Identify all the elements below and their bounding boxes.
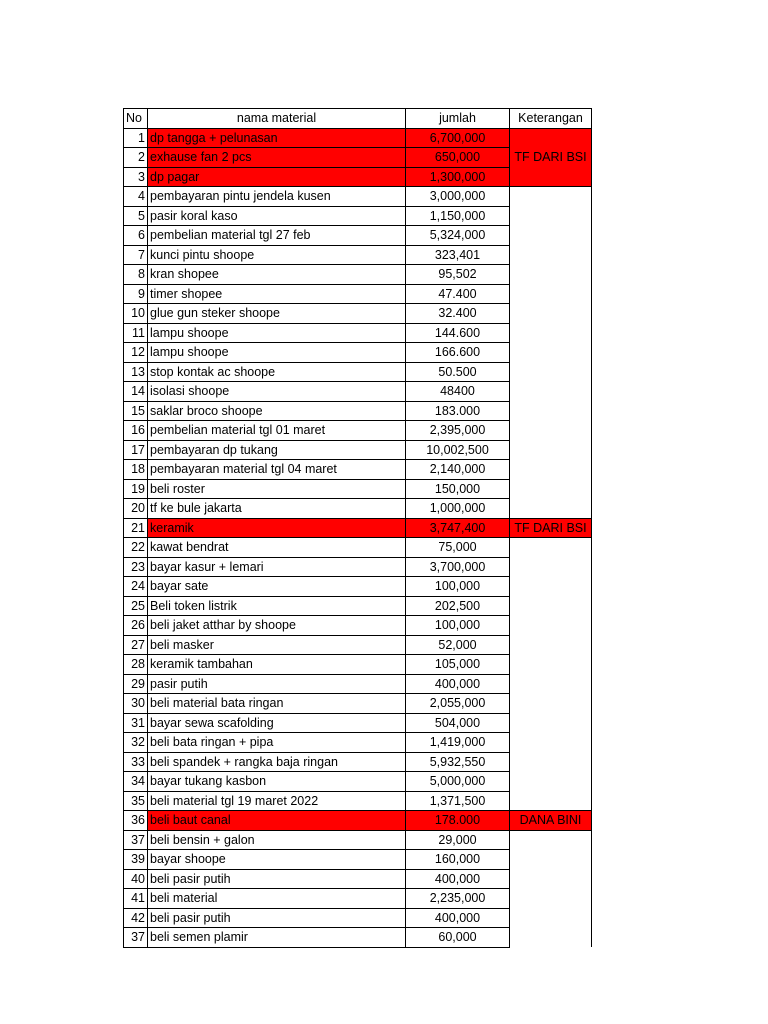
cell-material-name[interactable]: beli pasir putih <box>148 869 406 889</box>
cell-amount[interactable]: 1,300,000 <box>406 167 510 187</box>
cell-no[interactable]: 40 <box>124 869 148 889</box>
cell-material-name[interactable]: isolasi shoope <box>148 382 406 402</box>
cell-no[interactable]: 41 <box>124 889 148 909</box>
cell-material-name[interactable]: beli material bata ringan <box>148 694 406 714</box>
header-amount[interactable]: jumlah <box>406 109 510 129</box>
cell-no[interactable]: 4 <box>124 187 148 207</box>
cell-no[interactable]: 10 <box>124 304 148 324</box>
cell-note-empty[interactable] <box>510 830 592 947</box>
cell-amount[interactable]: 1,150,000 <box>406 206 510 226</box>
cell-amount[interactable]: 52,000 <box>406 635 510 655</box>
cell-material-name[interactable]: saklar broco shoope <box>148 401 406 421</box>
cell-amount[interactable]: 400,000 <box>406 869 510 889</box>
cell-amount[interactable]: 5,000,000 <box>406 772 510 792</box>
cell-material-name[interactable]: dp pagar <box>148 167 406 187</box>
cell-amount[interactable]: 75,000 <box>406 538 510 558</box>
cell-amount[interactable]: 5,324,000 <box>406 226 510 246</box>
cell-no[interactable]: 21 <box>124 518 148 538</box>
cell-material-name[interactable]: beli material <box>148 889 406 909</box>
cell-material-name[interactable]: pembayaran pintu jendela kusen <box>148 187 406 207</box>
cell-amount[interactable]: 32.400 <box>406 304 510 324</box>
cell-material-name[interactable]: pembelian material tgl 27 feb <box>148 226 406 246</box>
cell-no[interactable]: 42 <box>124 908 148 928</box>
cell-amount[interactable]: 2,055,000 <box>406 694 510 714</box>
cell-no[interactable]: 37 <box>124 830 148 850</box>
cell-no[interactable]: 30 <box>124 694 148 714</box>
cell-material-name[interactable]: bayar sate <box>148 577 406 597</box>
cell-amount[interactable]: 48400 <box>406 382 510 402</box>
cell-note-empty[interactable] <box>510 187 592 519</box>
cell-material-name[interactable]: tf ke bule jakarta <box>148 499 406 519</box>
cell-material-name[interactable]: keramik <box>148 518 406 538</box>
cell-no[interactable]: 26 <box>124 616 148 636</box>
table-row <box>124 538 592 558</box>
cell-note[interactable]: TF DARI BSI <box>510 518 592 538</box>
cell-amount[interactable]: 166.600 <box>406 343 510 363</box>
cell-amount[interactable]: 2,395,000 <box>406 421 510 441</box>
cell-no[interactable]: 6 <box>124 226 148 246</box>
cell-note[interactable]: DANA BINI <box>510 811 592 831</box>
cell-material-name[interactable]: bayar shoope <box>148 850 406 870</box>
header-name[interactable]: nama material <box>148 109 406 129</box>
cell-no[interactable]: 5 <box>124 206 148 226</box>
cell-amount[interactable]: 47.400 <box>406 284 510 304</box>
cell-no[interactable]: 33 <box>124 752 148 772</box>
cell-no[interactable]: 27 <box>124 635 148 655</box>
cell-material-name[interactable]: bayar kasur + lemari <box>148 557 406 577</box>
cell-material-name[interactable]: bayar tukang kasbon <box>148 772 406 792</box>
cell-material-name[interactable]: beli bensin + galon <box>148 830 406 850</box>
cell-material-name[interactable]: lampu shoope <box>148 323 406 343</box>
table-row <box>124 518 592 538</box>
cell-material-name[interactable]: beli baut canal <box>148 811 406 831</box>
cell-no[interactable]: 28 <box>124 655 148 675</box>
cell-no[interactable]: 19 <box>124 479 148 499</box>
cell-material-name[interactable]: beli jaket atthar by shoope <box>148 616 406 636</box>
cell-amount[interactable]: 183.000 <box>406 401 510 421</box>
cell-material-name[interactable]: beli material tgl 19 maret 2022 <box>148 791 406 811</box>
cell-amount[interactable]: 10,002,500 <box>406 440 510 460</box>
cell-amount[interactable]: 3,000,000 <box>406 187 510 207</box>
cell-amount[interactable]: 1,000,000 <box>406 499 510 519</box>
cell-amount[interactable]: 1,371,500 <box>406 791 510 811</box>
cell-amount[interactable]: 29,000 <box>406 830 510 850</box>
cell-no[interactable]: 31 <box>124 713 148 733</box>
cell-no[interactable]: 22 <box>124 538 148 558</box>
cell-amount[interactable]: 323,401 <box>406 245 510 265</box>
cell-material-name[interactable]: beli semen plamir <box>148 928 406 948</box>
cell-amount[interactable]: 6,700,000 <box>406 128 510 148</box>
cell-material-name[interactable]: pembelian material tgl 01 maret <box>148 421 406 441</box>
cell-amount[interactable]: 3,700,000 <box>406 557 510 577</box>
cell-material-name[interactable]: kawat bendrat <box>148 538 406 558</box>
cell-amount[interactable]: 1,419,000 <box>406 733 510 753</box>
cell-amount[interactable]: 2,140,000 <box>406 460 510 480</box>
cell-note[interactable]: TF DARI BSI <box>510 128 592 187</box>
cell-material-name[interactable]: kran shopee <box>148 265 406 285</box>
cell-no[interactable]: 36 <box>124 811 148 831</box>
cell-material-name[interactable]: pembayaran dp tukang <box>148 440 406 460</box>
cell-amount[interactable]: 60,000 <box>406 928 510 948</box>
cell-amount[interactable]: 400,000 <box>406 908 510 928</box>
cell-material-name[interactable]: beli pasir putih <box>148 908 406 928</box>
cell-no[interactable]: 39 <box>124 850 148 870</box>
cell-no[interactable]: 13 <box>124 362 148 382</box>
cell-no[interactable]: 11 <box>124 323 148 343</box>
cell-amount[interactable]: 400,000 <box>406 674 510 694</box>
cell-no[interactable]: 24 <box>124 577 148 597</box>
cell-material-name[interactable]: keramik tambahan <box>148 655 406 675</box>
cell-amount[interactable]: 100,000 <box>406 616 510 636</box>
header-note[interactable]: Keterangan <box>510 109 592 129</box>
cell-amount[interactable]: 160,000 <box>406 850 510 870</box>
cell-amount[interactable]: 178.000 <box>406 811 510 831</box>
cell-amount[interactable]: 650,000 <box>406 148 510 168</box>
cell-material-name[interactable]: timer shopee <box>148 284 406 304</box>
cell-amount[interactable]: 202,500 <box>406 596 510 616</box>
cell-no[interactable]: 17 <box>124 440 148 460</box>
cell-amount[interactable]: 5,932,550 <box>406 752 510 772</box>
cell-material-name[interactable]: lampu shoope <box>148 343 406 363</box>
cell-note-empty[interactable] <box>510 538 592 811</box>
cell-no[interactable]: 9 <box>124 284 148 304</box>
table-row <box>124 811 592 831</box>
cell-material-name[interactable]: beli roster <box>148 479 406 499</box>
cell-material-name[interactable]: Beli token listrik <box>148 596 406 616</box>
cell-no[interactable]: 14 <box>124 382 148 402</box>
cell-no[interactable]: 16 <box>124 421 148 441</box>
cell-material-name[interactable]: dp tangga + pelunasan <box>148 128 406 148</box>
cell-no[interactable]: 18 <box>124 460 148 480</box>
table-row <box>124 187 592 207</box>
cell-material-name[interactable]: pembayaran material tgl 04 maret <box>148 460 406 480</box>
cell-no[interactable]: 8 <box>124 265 148 285</box>
cell-amount[interactable]: 2,235,000 <box>406 889 510 909</box>
table-row <box>124 128 592 148</box>
cell-amount[interactable]: 150,000 <box>406 479 510 499</box>
cell-material-name[interactable]: pasir koral kaso <box>148 206 406 226</box>
cell-material-name[interactable]: bayar sewa scafolding <box>148 713 406 733</box>
material-expense-sheet <box>123 108 591 948</box>
header-no[interactable]: No <box>124 109 148 129</box>
expense-table <box>123 108 592 948</box>
cell-no[interactable]: 1 <box>124 128 148 148</box>
cell-no[interactable]: 23 <box>124 557 148 577</box>
header-row <box>124 109 592 129</box>
cell-no[interactable]: 29 <box>124 674 148 694</box>
cell-amount[interactable]: 144.600 <box>406 323 510 343</box>
cell-material-name[interactable]: pasir putih <box>148 674 406 694</box>
cell-no[interactable]: 15 <box>124 401 148 421</box>
cell-no[interactable]: 3 <box>124 167 148 187</box>
cell-material-name[interactable]: beli masker <box>148 635 406 655</box>
cell-material-name[interactable]: stop kontak ac shoope <box>148 362 406 382</box>
cell-amount[interactable]: 95,502 <box>406 265 510 285</box>
table-row <box>124 830 592 850</box>
cell-no[interactable]: 35 <box>124 791 148 811</box>
cell-no[interactable]: 12 <box>124 343 148 363</box>
cell-no[interactable]: 2 <box>124 148 148 168</box>
cell-no[interactable]: 7 <box>124 245 148 265</box>
cell-amount[interactable]: 3,747,400 <box>406 518 510 538</box>
cell-material-name[interactable]: exhause fan 2 pcs <box>148 148 406 168</box>
cell-amount[interactable]: 100,000 <box>406 577 510 597</box>
cell-material-name[interactable]: beli spandek + rangka baja ringan <box>148 752 406 772</box>
cell-material-name[interactable]: glue gun steker shoope <box>148 304 406 324</box>
cell-no[interactable]: 25 <box>124 596 148 616</box>
cell-amount[interactable]: 504,000 <box>406 713 510 733</box>
cell-no[interactable]: 20 <box>124 499 148 519</box>
cell-no[interactable]: 32 <box>124 733 148 753</box>
cell-amount[interactable]: 105,000 <box>406 655 510 675</box>
cell-amount[interactable]: 50.500 <box>406 362 510 382</box>
cell-material-name[interactable]: beli bata ringan + pipa <box>148 733 406 753</box>
cell-no[interactable]: 34 <box>124 772 148 792</box>
cell-material-name[interactable]: kunci pintu shoope <box>148 245 406 265</box>
cell-no[interactable]: 37 <box>124 928 148 948</box>
